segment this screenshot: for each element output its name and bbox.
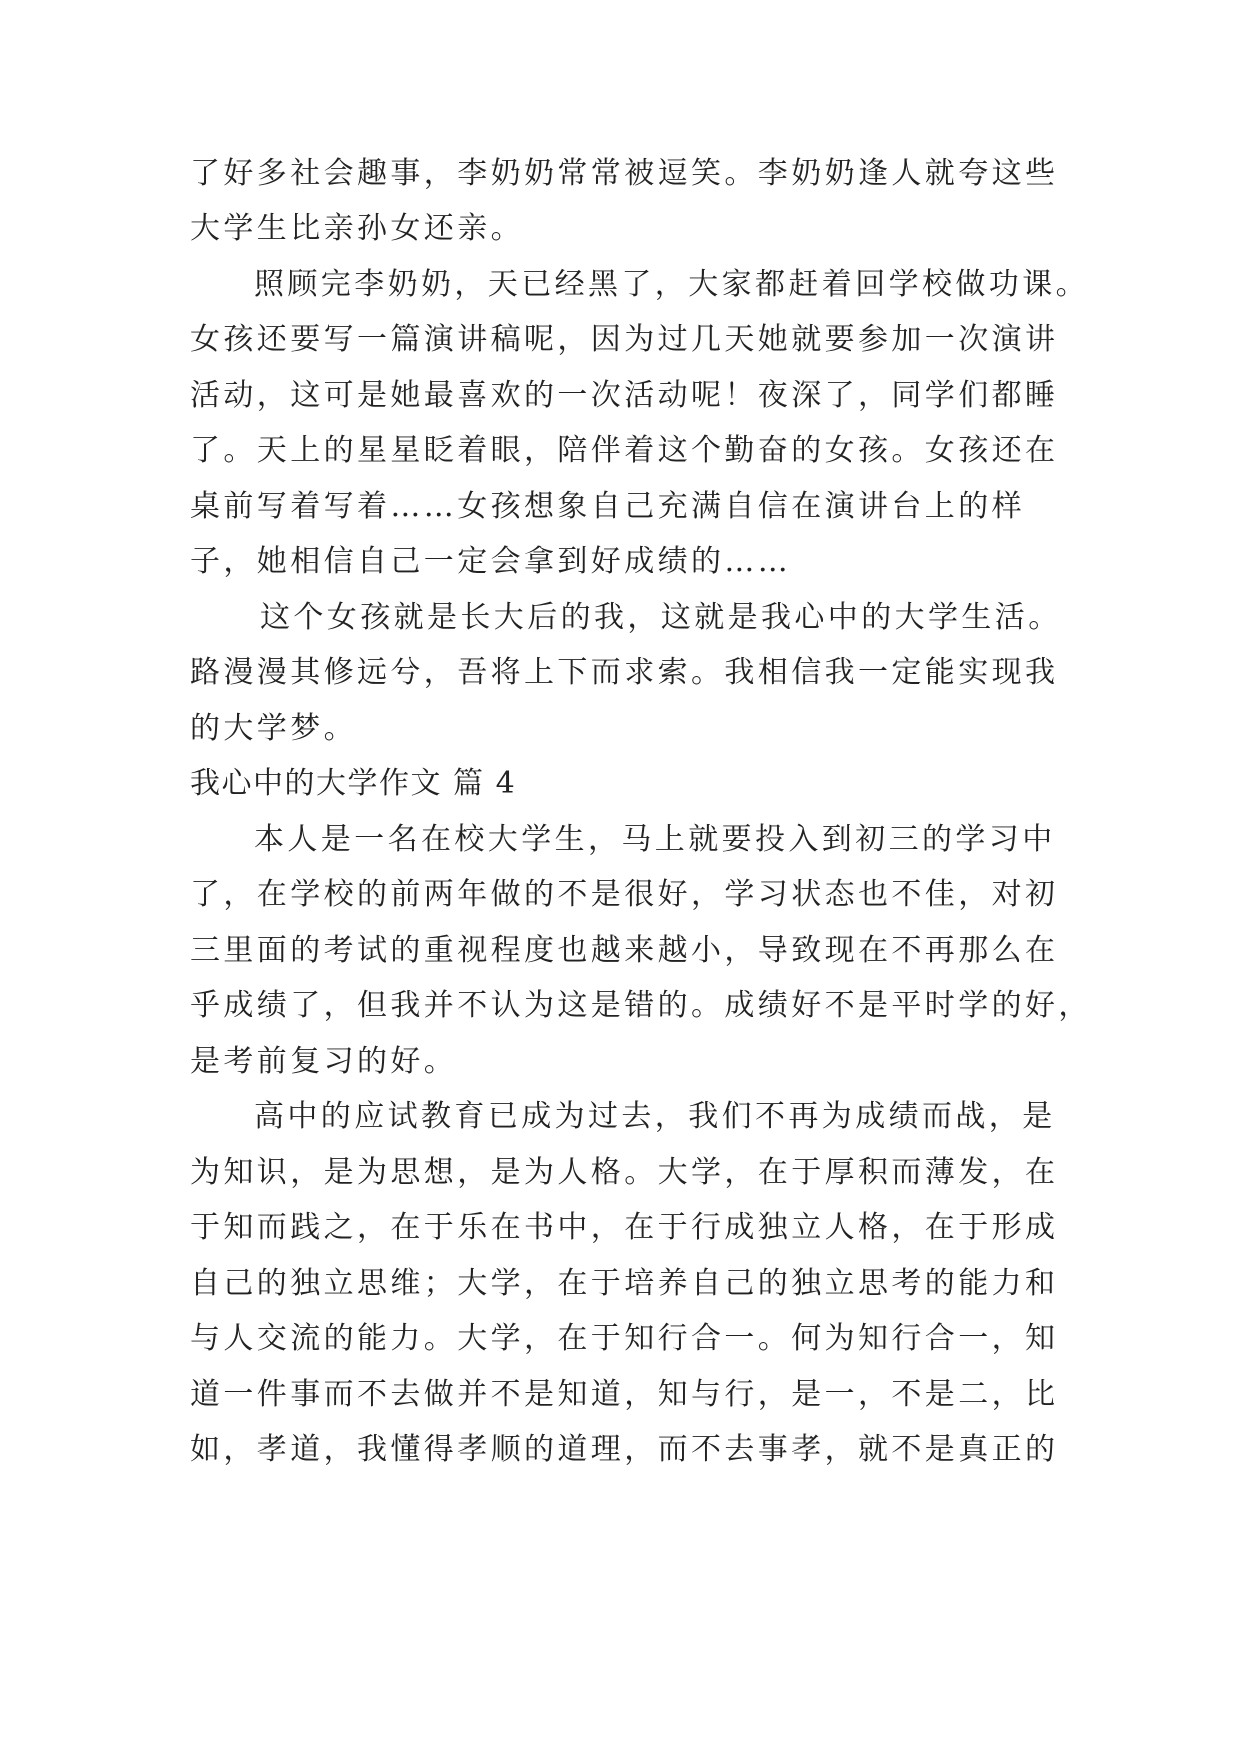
paragraph-first-line: 这个女孩就是长大后的我，这就是我心中的大学生活。 — [260, 600, 1062, 635]
text-line: 活动，这可是她最喜欢的一次活动呢！夜深了，同学们都睡 — [190, 378, 1059, 413]
text-line: 道一件事而不去做并不是知道，知与行，是一，不是二，比 — [190, 1377, 1059, 1412]
text-line: 三里面的考试的重视程度也越来越小，导致现在不再那么在 — [190, 933, 1059, 968]
text-line: 自己的独立思维；大学，在于培养自己的独立思考的能力和 — [190, 1266, 1059, 1301]
text-line: 的大学梦。 — [190, 711, 357, 746]
text-line: 了，在学校的前两年做的不是很好，学习状态也不佳，对初 — [190, 877, 1059, 912]
text-line: 了。天上的星星眨着眼，陪伴着这个勤奋的女孩。女孩还在 — [190, 433, 1059, 468]
paragraph-first-line: 高中的应试教育已成为过去，我们不再为成绩而战，是 — [254, 1099, 1056, 1134]
text-line: 为知识，是为思想，是为人格。大学，在于厚积而薄发，在 — [190, 1155, 1059, 1190]
text-line: 路漫漫其修远兮，吾将上下而求索。我相信我一定能实现我 — [190, 655, 1059, 690]
text-line: 如，孝道，我懂得孝顺的道理，而不去事孝，就不是真正的 — [190, 1432, 1059, 1467]
paragraph-first-line: 本人是一名在校大学生，马上就要投入到初三的学习中 — [254, 822, 1056, 857]
text-line: 女孩还要写一篇演讲稿呢，因为过几天她就要参加一次演讲 — [190, 322, 1059, 357]
text-line: 了好多社会趣事，李奶奶常常被逗笑。李奶奶逢人就夸这些 — [190, 156, 1059, 191]
text-line: 是考前复习的好。 — [190, 1044, 458, 1079]
text-line: 与人交流的能力。大学，在于知行合一。何为知行合一，知 — [190, 1321, 1059, 1356]
section-heading: 我心中的大学作文 篇 4 — [190, 766, 517, 801]
text-line: 桌前写着写着……女孩想象自己充满自信在演讲台上的样 — [190, 489, 1025, 524]
text-line: 于知而践之，在于乐在书中，在于行成独立人格，在于形成 — [190, 1210, 1059, 1245]
paragraph-first-line: 照顾完李奶奶，天已经黑了，大家都赶着回学校做功课。 — [254, 267, 1089, 302]
text-line: 大学生比亲孙女还亲。 — [190, 211, 524, 246]
text-line: 子，她相信自己一定会拿到好成绩的…… — [190, 544, 792, 579]
text-line: 乎成绩了，但我并不认为这是错的。成绩好不是平时学的好， — [190, 988, 1092, 1023]
